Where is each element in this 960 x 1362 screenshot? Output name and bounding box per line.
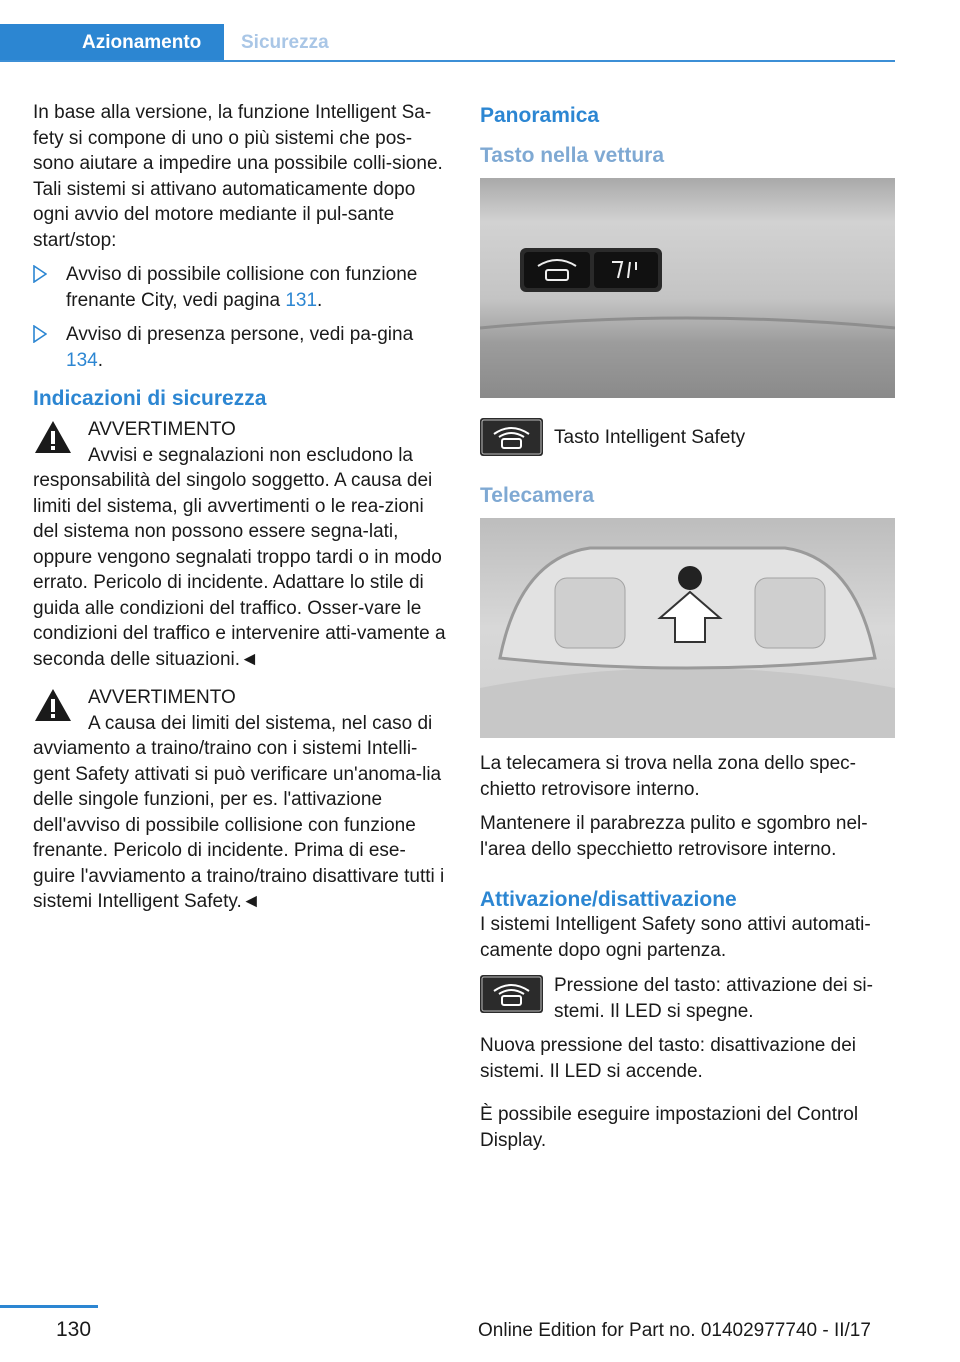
- camera-heading: Telecamera: [480, 484, 595, 507]
- button-panel-photo: [480, 178, 895, 398]
- warning-title: AVVERTIMENTO: [88, 687, 236, 708]
- button-caption: Tasto Intelligent Safety: [554, 427, 746, 448]
- page-number: 130: [56, 1318, 92, 1341]
- header-bar: [0, 0, 895, 62]
- camera-location-text: La telecamera si trova nella zona dello spec-chietto retrovisore interno.: [480, 753, 856, 800]
- list-item: [33, 322, 448, 373]
- tab-azionamento[interactable]: Azionamento: [0, 24, 224, 62]
- press-row: [480, 973, 896, 1024]
- intelligent-safety-button-icon: [480, 975, 543, 1013]
- list-item-text: Avviso di possibile collisione con funzione frenante City, vedi pagina: [66, 264, 418, 311]
- triangle-bullet-icon: [33, 265, 47, 283]
- warning-icon: [33, 419, 73, 455]
- activation-heading: Attivazione/disattivazione: [480, 888, 737, 911]
- press-text: Pressione del tasto: attivazione dei si-stemi. Il LED si spegne.: [554, 975, 873, 1022]
- tab-sicurezza[interactable]: Sicurezza: [241, 32, 329, 53]
- left-column: [33, 100, 448, 915]
- triangle-bullet-icon: [33, 325, 47, 343]
- warning-block-1: [33, 417, 448, 672]
- warning-text: A causa dei limiti del sistema, nel caso di avviamento a traino/traino con i sistemi Intelli-gent Safety attivati si può verificare un'anoma-lia delle singole funzioni, per es. l'attivazione dell'avviso di possibile collisione con funzione frenante. Pericolo di incidente. Prima di ese-guire l'avviamento a traino/traino disattivare tutti i sistemi Intelligent Safety.◄: [33, 712, 445, 912]
- page-link-131[interactable]: 131: [285, 289, 318, 311]
- settings-text: È possibile eseguire impostazioni del Control Display.: [480, 1104, 859, 1151]
- button-caption-row: [480, 418, 896, 458]
- right-column: [480, 100, 896, 1153]
- feature-list: [33, 262, 448, 373]
- warning-icon: [33, 687, 73, 723]
- overview-heading: Panoramica: [480, 104, 600, 127]
- camera-clean-text: Mantenere il parabrezza pulito e sgombro nel-l'area dello specchietto retrovisore interno.: [480, 813, 868, 860]
- list-item: [33, 262, 448, 313]
- header-divider: [0, 60, 895, 62]
- button-heading: Tasto nella vettura: [480, 144, 664, 167]
- footer-divider: [0, 1305, 98, 1308]
- list-item-end: .: [97, 349, 103, 371]
- list-item-text: Avviso di presenza persone, vedi pa-gina: [66, 324, 414, 345]
- intro-paragraph: In base alla versione, la funzione Intelligent Sa-fety si compone di uno o più sistemi che pos-sono aiutare a impedire una possibile colli-sione. Tali sistemi si attivano automaticamente dopo ogni avvio del motore mediante il pul-sante start/stop:: [33, 102, 443, 251]
- intelligent-safety-button-icon: [480, 418, 543, 456]
- warning-text: Avvisi e segnalazioni non escludono la responsabilità del singolo soggetto. A causa dei limiti del sistema, gli avvertimenti o le rea-zioni del sistema non possono essere segna-lati, oppure vengono segnalati troppo tardi o in modo errato. Pericolo di incidente. Adattare lo stile di guida alle condizioni del traffico. Osser-vare le condizioni del traffico e intervenire atti-vamente a seconda delle situazioni.◄: [33, 444, 446, 670]
- page-link-134[interactable]: 134: [66, 349, 98, 371]
- press-again-text: Nuova pressione del tasto: disattivazione dei sistemi. Il LED si accende.: [480, 1035, 857, 1082]
- list-item-end: .: [317, 289, 323, 311]
- safety-heading: Indicazioni di sicurezza: [33, 387, 267, 410]
- camera-photo: [480, 518, 895, 738]
- warning-block-2: [33, 685, 448, 915]
- warning-title: AVVERTIMENTO: [88, 419, 236, 440]
- camera-illustration: [480, 518, 895, 738]
- edition-text: Online Edition for Part no. 01402977740 - II/17: [478, 1320, 871, 1341]
- button-panel-illustration: [480, 178, 895, 398]
- activation-text: I sistemi Intelligent Safety sono attivi automati-camente dopo ogni partenza.: [480, 914, 871, 961]
